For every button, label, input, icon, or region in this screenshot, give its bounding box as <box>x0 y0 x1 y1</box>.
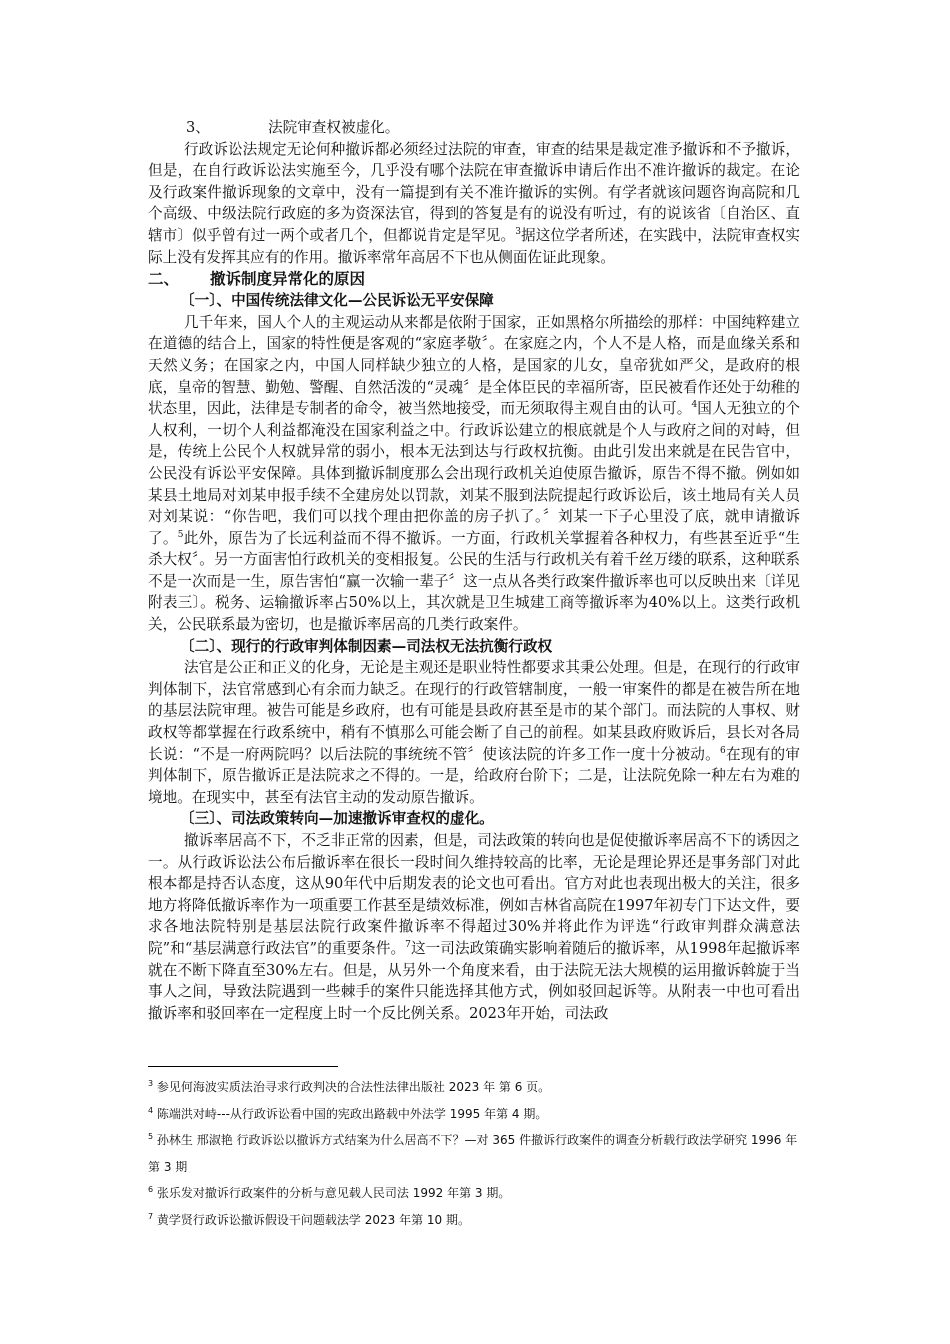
footnote-text: 孙林生 邢淑艳 行政诉讼以撤诉方式结案为什么居高不下？—对 365 件撤诉行政案件的调查分析载行政法学研究 1996 年第 3 期 <box>148 1133 798 1174</box>
list-number: 3、 <box>186 119 210 136</box>
paragraph-text: 此外，原告为了长远利益而不得不撤诉。一方面，行政机关掌握着各种权力，有些甚至近乎“生杀大权〞。另一方面害怕行政机关的变相报复。公民的生活与行政机关有着千丝万缕的联系，这种联系不是一次而是一生，原告害怕“赢一次输一辈子〞这一点从各类行政案件撤诉率也可以反映出来〔详见附表三〕。税务、运输撤诉率占50%以上，其次就是卫生城建工商等撤诉率为40%以上。这类行政机关，公民联系最为密切，也是撤诉率居高的几类行政案件。 <box>148 529 800 634</box>
paragraph <box>148 657 800 808</box>
paragraph-text: 法官是公正和正义的化身，无论是主观还是职业特性都要求其秉公处理。但是，在现行的行政审判体制下，法官常感到心有余而力缺乏。在现行的行政管辖制度，一般一审案件的都是在被告所在地的基层法院审理。被告可能是乡政府，也有可能是县政府甚至是市的某个部门。而法院的人事权、财政权等都掌握在行政系统中，稍有不慎那么可能会断了自己的前程。如某县政府败诉后，县长对各局长说：“不是一府两院吗？以后法院的事统统不管〞使该法院的许多工作一度十分被动。 <box>148 659 800 763</box>
footnote-text: 黄学贤行政诉讼撤诉假设干问题载法学 2023 年第 10 期。 <box>156 1212 470 1227</box>
paragraph-text: 几千年来，国人个人的主观运动从来都是依附于国家，正如黑格尔所描绘的那样：中国纯粹建立在道德的结合上，国家的特性便是客观的“家庭孝敬〞。在家庭之内，个人不是人格，而是血缘关系和天然义务；在国家之内，中国人同样缺少独立的人格，是国家的儿女，皇帝犹如严父，是政府的根底，皇帝的智慧、勤勉、警醒、自然活泼的“灵魂〞是全体臣民的幸福所寄，臣民被看作还处于幼稚的状态里，因此，法律是专制者的命令，被当然地接受，而无须取得主观自由的认可。 <box>148 313 800 418</box>
list-item-3 <box>148 117 800 139</box>
footnote <box>148 1207 808 1234</box>
footnote-text: 参见何海波实质法治寻求行政判决的合法性法律出版社 2023 年 第 6 页。 <box>156 1080 551 1094</box>
footnote-number: 6 <box>148 1185 154 1194</box>
subsection-heading: 〔二〕、现行的行政审判体制因素—司法权无法抗衡行政权 <box>180 637 553 655</box>
list-text: 法院审查权被虚化。 <box>268 119 400 136</box>
footnote-ref[interactable]: 7 <box>405 940 411 951</box>
paragraph-text: 行政诉讼法规定无论何种撤诉都必须经过法院的审查，审查的结果是裁定准予撤诉和不予撤诉，但是，在自行政诉讼法实施至今，几乎没有哪个法院在审查撤诉申请后作出不准许撤诉的裁定。在论及行政案件撤诉现象的文章中，没有一篇提到有关不准许撤诉的实例。有学者就该问题咨询高院和几个高级、中级法院行政庭的多为资深法官，得到的答复是有的说没有听过，有的说该省〔自治区、直辖市〕似乎曾有过一两个或者几个，但都说肯定是罕见。 <box>148 140 800 244</box>
section-title: 撤诉制度异常化的原因 <box>210 270 366 289</box>
paragraph-text: 在现有的审判体制下，原告撤诉正是法院求之不得的。一是，给政府台阶下；二是，让法院免除一种左右为难的境地。在现实中，甚至有法官主动的发动原告撤诉。 <box>148 745 800 806</box>
footnote-text: 陈端洪对峙---从行政诉讼看中国的宪政出路载中外法学 1995 年第 4 期。 <box>156 1106 548 1121</box>
footnote <box>148 1074 808 1101</box>
footnote-text: 张乐发对撤诉行政案件的分析与意见载人民司法 1992 年第 3 期。 <box>156 1186 511 1200</box>
footnote <box>148 1180 808 1207</box>
section-number: 二、 <box>148 270 180 289</box>
footnote-number: 5 <box>148 1132 154 1141</box>
paragraph-text: 撤诉率居高不下，不乏非正常的因素，但是，司法政策的转向也是促使撤诉率居高不下的诱因之一。从行政诉讼法公布后撤诉率在很长一段时间久维持较高的比率，无论是理论界还是事务部门对此根本都是持否认态度，这从90年代中后期发表的论文也可看出。官方对此也表现出极大的关注，很多地方将降低撤诉率作为一项重要工作甚至是绩效标准，例如吉林省高院在1997年初专门下达文件，要求各地法院特别是基层法院行政案件撤诉率不得超过30%并将此作为评选“行政审判群众满意法院”和“基层满意行政法官”的重要条件。 <box>148 832 800 957</box>
footnote-ref[interactable]: 3 <box>515 227 521 238</box>
footnote-ref[interactable]: 6 <box>720 745 726 756</box>
paragraph <box>148 139 800 269</box>
paragraph-text: 这一司法政策确实影响着随后的撤诉率，从1998年起撤诉率就在不断下降直至30%左右。但是，从另外一个角度来看，由于法院无法大规模的运用撤诉斡旋于当事人之间，导致法院遇到一些棘手的案件只能选择其他方式，例如驳回起诉等。从附表一中也可看出撤诉率和驳回率在一定程度上时一个反比例关系。2023年开始，司法政 <box>148 939 800 1022</box>
footnotes <box>148 1074 808 1233</box>
section-heading <box>148 268 800 290</box>
body-text <box>148 117 800 1024</box>
footnote-ref[interactable]: 5 <box>177 529 184 540</box>
footnote-separator <box>148 1066 338 1067</box>
paragraph-text: 国人无独立的个人权利，一切个人利益都淹没在国家利益之中。行政诉讼建立的根底就是个人与政府之间的对峙，但是，传统上公民个人权就异常的弱小，根本无法到达与行政权抗衡。由此引发出来就是在民告官中，公民没有诉讼平安保障。具体到撤诉制度那么会出现行政机关迫使原告撤诉，原告不得不撤。例如如某县土地局对刘某申报手续不全建房处以罚款，刘某不服到法院提起行政诉讼后，该土地局有关人员对刘某说：“你告吧，我们可以找个理由把你盖的房子扒了。〞刘某一下子心里没了底，就申请撤诉了。 <box>148 400 800 547</box>
footnote-number: 7 <box>148 1211 154 1221</box>
paragraph-text: 据这位学者所述，在实践中，法院审查权实际上没有发挥其应有的作用。撤诉率常年高居不下也从侧面佐证此现象。 <box>148 226 800 266</box>
footnote-number: 4 <box>148 1105 154 1115</box>
subsection-heading: 〔一〕、中国传统法律文化—公民诉讼无平安保障 <box>180 292 494 310</box>
paragraph <box>148 830 800 1024</box>
footnote <box>148 1101 808 1128</box>
footnote-number: 3 <box>148 1079 154 1088</box>
footnote <box>148 1127 808 1180</box>
paragraph <box>148 312 800 636</box>
subsection-heading: 〔三〕、司法政策转向—加速撤诉审查权的虚化。 <box>180 810 494 828</box>
footnote-ref[interactable]: 4 <box>691 400 698 411</box>
